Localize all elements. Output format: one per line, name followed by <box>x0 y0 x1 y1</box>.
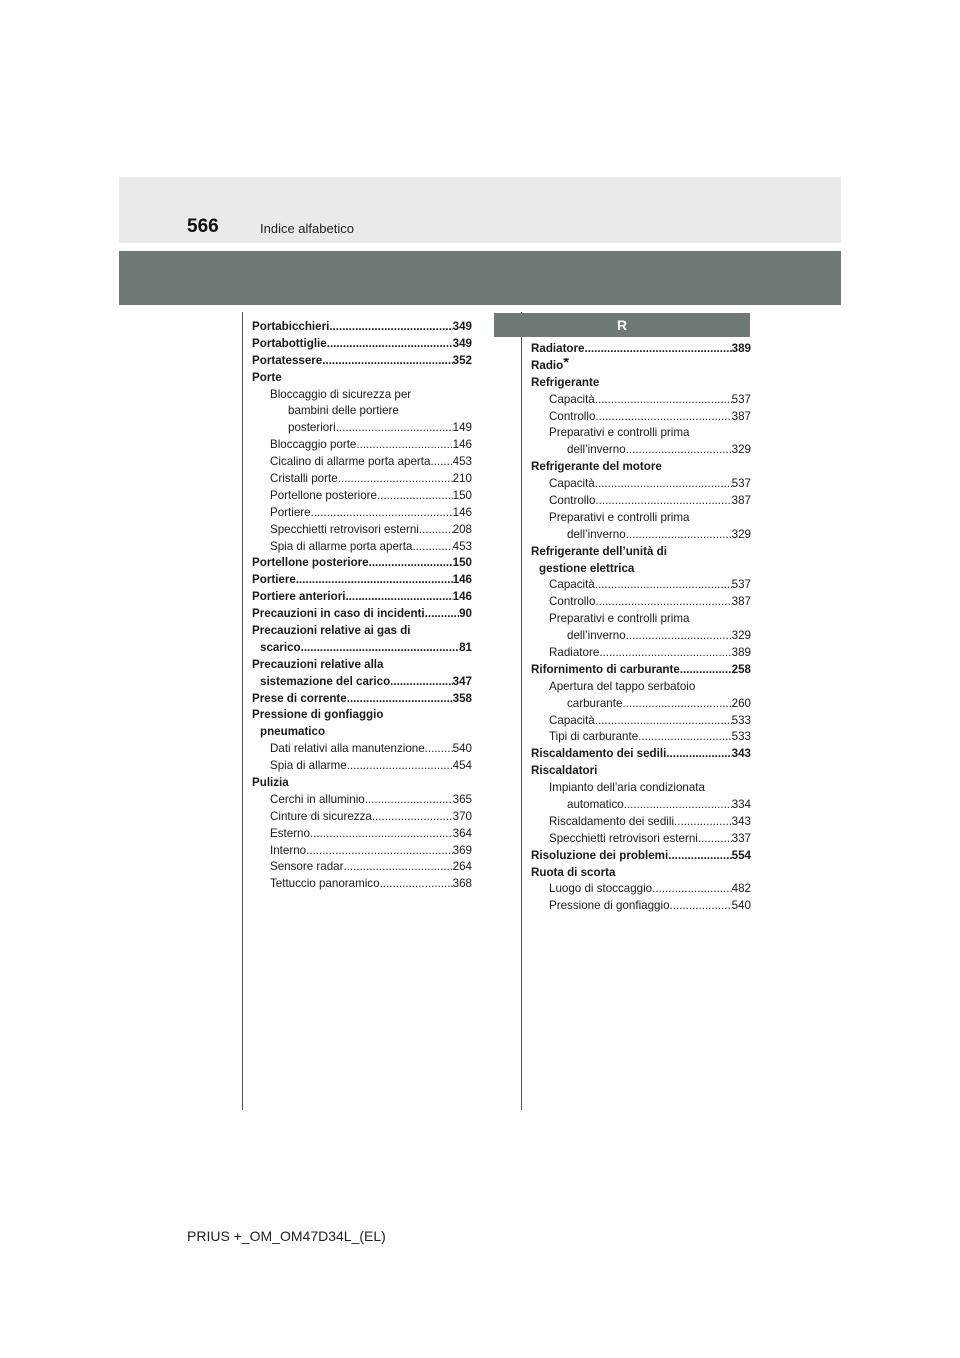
dot-leader <box>336 420 453 437</box>
dot-leader <box>584 341 731 358</box>
index-entry-text: dell’inverno <box>567 527 626 541</box>
index-entry-text: Portiere anteriori <box>252 590 346 604</box>
dot-leader <box>624 797 732 814</box>
index-entry <box>531 358 751 375</box>
index-entry-page: 349 <box>452 319 472 333</box>
index-entry <box>531 628 751 645</box>
index-entry-page: 482 <box>731 882 751 896</box>
dot-leader <box>322 353 452 370</box>
index-entry-text: Preparativi e controlli prima <box>549 426 690 440</box>
dot-leader <box>674 814 732 831</box>
dot-leader <box>595 392 732 409</box>
header-dark-band <box>119 251 841 305</box>
index-entry-text: Riscaldatori <box>531 764 598 778</box>
index-entry <box>531 561 751 578</box>
dot-leader <box>301 640 459 657</box>
index-entry-text: Capacità <box>549 578 595 592</box>
dot-leader <box>296 572 453 589</box>
index-entry <box>252 707 472 724</box>
index-entry-text: Pressione di gonfiaggio <box>252 708 384 722</box>
index-entry-page: 264 <box>452 860 472 874</box>
dot-leader <box>595 713 732 730</box>
index-entry-text: Porte <box>252 370 282 384</box>
index-entry <box>531 662 751 679</box>
index-entry <box>252 876 472 893</box>
dot-leader <box>329 319 452 336</box>
index-entry-text: Bloccaggio di sicurezza per <box>270 387 412 401</box>
index-entry-page: 329 <box>731 443 751 457</box>
dot-leader <box>347 758 453 775</box>
index-entry-text: Bloccaggio porte <box>270 438 357 452</box>
index-entry-text: Preparativi e controlli prima <box>549 510 690 524</box>
index-entry-text: Cicalino di allarme porta aperta <box>270 455 431 469</box>
index-entry-page: 369 <box>452 843 472 857</box>
index-entry <box>252 657 472 674</box>
index-entry-page: 537 <box>731 477 751 491</box>
dot-leader <box>599 645 731 662</box>
index-entry-text: dell’inverno <box>567 629 626 643</box>
index-entry-page: 533 <box>731 713 751 727</box>
index-entry-text: Refrigerante del motore <box>531 460 662 474</box>
dot-leader <box>595 493 731 510</box>
index-entry <box>252 336 472 353</box>
dot-leader <box>668 848 731 865</box>
index-entry-text: Cristalli porte <box>270 472 338 485</box>
index-entry <box>252 724 472 741</box>
index-entry-text: Refrigerante dell’unità di <box>531 544 667 558</box>
index-column-right <box>531 341 751 915</box>
index-entry <box>531 459 751 476</box>
dot-leader <box>425 741 453 758</box>
index-entry-text: Riscaldamento dei sedili <box>531 747 667 761</box>
dot-leader <box>425 606 459 623</box>
index-entry <box>252 589 472 606</box>
index-entry-page: 389 <box>731 646 751 660</box>
index-entry-text: Pressione di gonfiaggio <box>549 899 670 913</box>
index-entry-page: 349 <box>452 336 472 350</box>
index-entry <box>531 425 751 442</box>
dot-leader <box>626 527 732 544</box>
header-band <box>119 177 841 243</box>
index-entry-text: Risoluzione dei problemi <box>531 848 669 862</box>
dot-leader <box>666 746 731 763</box>
index-entry <box>531 375 751 392</box>
index-entry <box>252 471 472 488</box>
index-entry <box>252 488 472 505</box>
index-entry <box>252 420 472 437</box>
page-number: 566 <box>187 216 219 237</box>
index-entry <box>252 792 472 809</box>
index-entry <box>252 809 472 826</box>
dot-leader <box>670 898 732 915</box>
dot-leader <box>372 809 453 826</box>
dot-leader <box>306 843 453 860</box>
index-entry-page: 146 <box>452 438 472 452</box>
index-entry-page: 150 <box>452 488 472 502</box>
index-entry <box>252 403 472 420</box>
index-entry-text: Impianto dell’aria condizionata <box>549 781 705 795</box>
index-entry-page: 146 <box>452 573 472 587</box>
index-entry-page: 90 <box>459 607 472 621</box>
index-entry-page: 387 <box>731 595 751 609</box>
left-column-rule <box>242 312 243 1110</box>
index-entry-page: 149 <box>452 421 472 435</box>
index-entry-text: Radio <box>531 358 564 372</box>
index-entry-text: Precauzioni relative ai gas di <box>252 624 411 638</box>
dot-leader <box>380 876 453 893</box>
index-entry <box>531 882 751 899</box>
footnote-star: * <box>563 357 570 371</box>
index-entry <box>531 442 751 459</box>
index-entry-page: 343 <box>731 814 751 828</box>
index-entry-text: Cinture di sicurezza <box>270 809 372 823</box>
section-title: Indice alfabetico <box>260 221 354 236</box>
index-entry <box>531 341 751 358</box>
index-entry <box>531 898 751 915</box>
index-entry-text: sistemazione del carico <box>260 674 391 688</box>
dot-leader <box>327 336 453 353</box>
index-entry-text: Dati relativi alla manutenzione <box>270 742 425 756</box>
index-entry-page: 554 <box>731 848 751 862</box>
index-entry <box>531 814 751 831</box>
index-entry <box>252 454 472 471</box>
dot-leader <box>412 539 452 556</box>
index-entry-text: posteriori <box>288 421 336 435</box>
index-entry <box>531 696 751 713</box>
index-entry-text: Specchietti retrovisori esterni <box>549 831 698 845</box>
index-entry-page: 387 <box>731 494 751 507</box>
index-entry-text: Portellone posteriore <box>270 488 377 502</box>
index-entry-text: Tettuccio panoramico <box>270 877 380 891</box>
index-entry-page: 352 <box>452 353 472 367</box>
index-entry <box>252 522 472 539</box>
dot-leader <box>310 826 453 843</box>
index-entry-page: 150 <box>452 556 472 570</box>
index-entry-page: 389 <box>731 341 751 355</box>
index-entry <box>531 865 751 882</box>
index-entry <box>531 679 751 696</box>
index-entry-text: Portabottiglie <box>252 336 327 350</box>
right-column-rule <box>521 312 522 1110</box>
index-entry-page: 146 <box>452 590 472 604</box>
dot-leader <box>626 628 732 645</box>
index-entry-text: Portiere <box>270 505 311 519</box>
index-entry-text: Apertura del tappo serbatoio <box>549 679 696 693</box>
dot-leader <box>377 488 453 505</box>
dot-leader <box>419 522 453 539</box>
index-entry-page: 533 <box>731 730 751 744</box>
index-entry-page: 343 <box>731 747 751 761</box>
index-entry <box>531 594 751 611</box>
dot-leader <box>638 729 732 746</box>
index-entry-page: 453 <box>452 455 472 469</box>
dot-leader <box>680 662 732 679</box>
index-entry-text: Controllo <box>549 595 596 609</box>
index-entry-text: Capacità <box>549 392 595 406</box>
index-entry <box>252 775 472 792</box>
index-entry-page: 337 <box>731 831 751 845</box>
index-entry-text: Controllo <box>549 494 596 507</box>
index-entry <box>252 353 472 370</box>
index-entry-page: 453 <box>452 539 472 553</box>
dot-leader <box>698 831 732 848</box>
index-entry-page: 258 <box>731 662 751 676</box>
dot-leader <box>595 594 731 611</box>
index-entry-page: 81 <box>459 640 472 654</box>
index-entry-text: Spia di allarme porta aperta <box>270 539 413 553</box>
index-entry <box>252 623 472 640</box>
index-entry <box>252 640 472 657</box>
index-entry <box>252 843 472 860</box>
index-entry <box>531 746 751 763</box>
index-entry-page: 146 <box>452 505 472 519</box>
index-entry-text: Spia di allarme <box>270 759 347 773</box>
index-entry-text: bambini delle portiere <box>288 404 399 418</box>
index-entry-page: 370 <box>452 809 472 823</box>
index-entry <box>531 493 751 510</box>
dot-leader <box>626 442 732 459</box>
index-entry <box>531 729 751 746</box>
index-entry <box>531 409 751 426</box>
index-entry <box>252 741 472 758</box>
index-entry <box>531 476 751 493</box>
index-entry <box>252 539 472 556</box>
index-entry-text: gestione elettrica <box>539 561 635 575</box>
index-entry-page: 537 <box>731 392 751 406</box>
index-entry <box>531 611 751 628</box>
index-entry-text: Portabicchieri <box>252 319 330 333</box>
index-entry-text: pneumatico <box>260 725 326 739</box>
dot-leader <box>343 860 452 877</box>
index-entry <box>252 826 472 843</box>
index-entry-page: 540 <box>731 899 751 913</box>
index-entry <box>252 758 472 775</box>
index-entry-text: Portellone posteriore <box>252 556 369 570</box>
index-entry <box>252 437 472 454</box>
index-entry-text: scarico <box>260 640 301 654</box>
index-entry-page: 260 <box>731 696 751 710</box>
index-entry <box>252 572 472 589</box>
dot-leader <box>652 882 732 899</box>
index-entry-text: dell’inverno <box>567 443 626 457</box>
index-entry-text: Sensore radar <box>270 860 344 874</box>
index-entry-page: 537 <box>731 578 751 592</box>
index-entry-text: Tipi di carburante <box>549 730 639 744</box>
index-entry-page: 347 <box>452 674 472 688</box>
index-entry-text: Pulizia <box>252 776 289 790</box>
dot-leader <box>365 792 453 809</box>
index-entry-page: 329 <box>731 629 751 643</box>
index-entry <box>252 505 472 522</box>
dot-leader <box>345 589 452 606</box>
index-entry-text: Capacità <box>549 713 595 727</box>
index-entry-text: Esterno <box>270 826 310 840</box>
index-entry <box>252 606 472 623</box>
index-entry-page: 540 <box>452 742 472 756</box>
dot-leader <box>347 691 453 708</box>
index-entry-page: 334 <box>731 798 751 812</box>
index-entry <box>531 831 751 848</box>
index-entry-page: 368 <box>452 877 472 891</box>
index-entry <box>531 713 751 730</box>
document-code: PRIUS +_OM_OM47D34L_(EL) <box>187 1228 386 1244</box>
dot-leader <box>369 555 453 572</box>
index-entry <box>252 674 472 691</box>
index-entry-text: Ruota di scorta <box>531 865 616 879</box>
index-entry-text: Controllo <box>549 409 596 423</box>
index-entry <box>531 527 751 544</box>
dot-leader <box>622 696 731 713</box>
dot-leader <box>338 471 453 488</box>
index-entry-page: 210 <box>452 472 472 485</box>
index-entry-text: Portiere <box>252 573 296 587</box>
index-letter-heading: R <box>494 313 750 337</box>
index-entry <box>252 691 472 708</box>
index-entry-text: Specchietti retrovisori esterni <box>270 522 419 536</box>
index-entry <box>252 387 472 404</box>
index-entry <box>531 780 751 797</box>
index-entry <box>252 370 472 387</box>
index-entry-text: Radiatore <box>549 646 600 660</box>
index-entry-text: Rifornimento di carburante <box>531 662 680 676</box>
dot-leader <box>595 409 731 426</box>
dot-leader <box>390 674 452 691</box>
index-entry-text: Preparativi e controlli prima <box>549 612 690 626</box>
index-entry-text: Interno <box>270 843 307 857</box>
dot-leader <box>595 476 732 493</box>
index-entry-page: 454 <box>452 759 472 773</box>
index-entry <box>531 392 751 409</box>
index-entry-page: 208 <box>452 522 472 536</box>
index-entry <box>531 797 751 814</box>
index-entry-text: Cerchi in alluminio <box>270 792 365 806</box>
index-entry <box>252 555 472 572</box>
dot-leader <box>595 577 732 594</box>
index-entry-text: Luogo di stoccaggio <box>549 882 653 896</box>
dot-leader <box>311 505 453 522</box>
index-entry-page: 365 <box>452 792 472 806</box>
index-entry-page: 329 <box>731 527 751 541</box>
index-entry-page: 387 <box>731 409 751 423</box>
index-entry-text: Capacità <box>549 477 595 491</box>
index-entry-text: Precauzioni relative alla <box>252 657 384 671</box>
index-entry-text: Radiatore <box>531 341 585 355</box>
index-entry-text: Prese di corrente <box>252 691 347 705</box>
index-entry <box>531 848 751 865</box>
dot-leader <box>356 437 452 454</box>
index-column-left <box>252 319 472 893</box>
index-entry <box>252 319 472 336</box>
index-entry-text: Portatessere <box>252 353 323 367</box>
dot-leader <box>430 454 452 471</box>
index-entry <box>531 577 751 594</box>
index-entry-text: Refrigerante <box>531 375 600 389</box>
index-entry <box>531 763 751 780</box>
index-entry-text: carburante <box>567 696 623 710</box>
index-entry <box>531 645 751 662</box>
index-entry <box>531 544 751 561</box>
index-entry-page: 364 <box>452 826 472 840</box>
index-entry-text: Riscaldamento dei sedili <box>549 814 675 828</box>
index-entry-page: 358 <box>452 691 472 705</box>
index-entry-text: Precauzioni in caso di incidenti <box>252 607 425 621</box>
index-entry <box>531 510 751 527</box>
index-entry-text: automatico <box>567 798 624 812</box>
index-entry <box>252 860 472 877</box>
